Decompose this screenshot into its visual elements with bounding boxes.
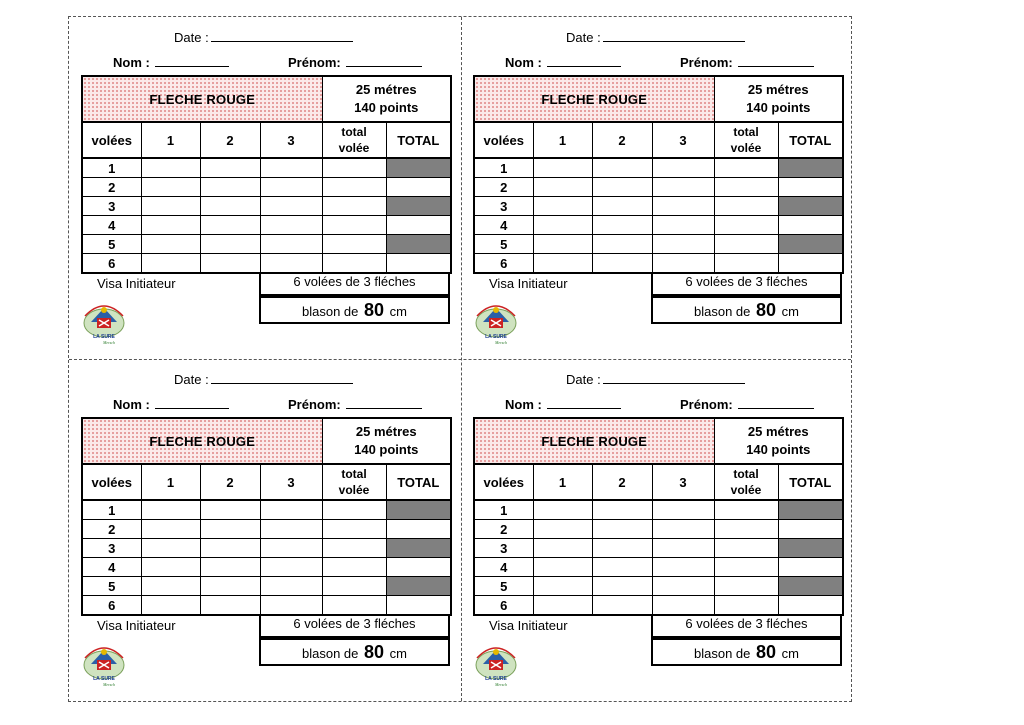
total-volee-cell[interactable] (322, 158, 386, 178)
arrow-score-cell[interactable] (592, 520, 652, 539)
total-volee-cell[interactable] (714, 558, 778, 577)
total-cell[interactable] (386, 254, 451, 274)
visa-initiateur: Visa Initiateur (97, 618, 176, 633)
arrow-score-cell[interactable] (260, 596, 322, 616)
distance-points (322, 76, 451, 122)
row-number: 3 (82, 539, 141, 558)
arrow-score-cell[interactable] (592, 178, 652, 197)
score-row (474, 520, 843, 539)
nom-label: Nom : (505, 55, 542, 70)
score-row (474, 254, 843, 274)
score-card (69, 359, 461, 701)
arrow-score-cell[interactable] (260, 500, 322, 520)
score-row (474, 235, 843, 254)
blason-unit: cm (781, 304, 799, 319)
total-cell[interactable] (778, 500, 843, 520)
total-cell[interactable] (386, 520, 451, 539)
total-cell[interactable] (778, 178, 843, 197)
score-table (81, 417, 452, 616)
row-number: 2 (82, 178, 141, 197)
total-volee-line1: total (733, 467, 759, 481)
score-row (474, 558, 843, 577)
arrow-score-cell[interactable] (260, 520, 322, 539)
visa-initiateur: Visa Initiateur (489, 618, 568, 633)
total-volee-cell[interactable] (714, 596, 778, 616)
prenom-blank[interactable] (738, 396, 814, 409)
arrow-score-cell[interactable] (200, 520, 260, 539)
distance-points (322, 418, 451, 464)
total-cell[interactable] (778, 520, 843, 539)
total-volee-cell[interactable] (322, 539, 386, 558)
col-header-total-volee (322, 464, 386, 500)
distance-points (714, 418, 843, 464)
arrow-score-cell[interactable] (592, 539, 652, 558)
arrow-score-cell[interactable] (141, 596, 200, 616)
col-header-total: TOTAL (778, 122, 843, 158)
prenom-blank[interactable] (346, 54, 422, 67)
col-header-2: 2 (592, 464, 652, 500)
total-cell[interactable] (386, 558, 451, 577)
total-cell[interactable] (778, 235, 843, 254)
total-cell[interactable] (778, 558, 843, 577)
col-header-3: 3 (260, 464, 322, 500)
row-number: 3 (474, 539, 533, 558)
total-volee-cell[interactable] (322, 235, 386, 254)
distance-label: 25 métres (747, 82, 809, 97)
points-label: 140 points (354, 442, 419, 457)
row-number: 5 (82, 235, 141, 254)
nom-label: Nom : (113, 397, 150, 412)
arrow-score-cell[interactable] (533, 197, 592, 216)
prenom-label: Prénom: (288, 55, 341, 70)
row-number: 3 (474, 197, 533, 216)
col-header-volees: volées (474, 464, 533, 500)
col-header-1: 1 (533, 464, 592, 500)
blason-prefix: blason de (301, 304, 359, 319)
date-blank[interactable] (603, 29, 745, 42)
total-volee-cell[interactable] (714, 577, 778, 596)
card-title: FLECHE ROUGE (474, 76, 714, 122)
arrow-score-cell[interactable] (141, 216, 200, 235)
arrow-score-cell[interactable] (141, 558, 200, 577)
arrow-score-cell[interactable] (141, 235, 200, 254)
archers-club-logo (79, 638, 129, 688)
date-field[interactable] (566, 371, 745, 387)
col-header-volees: volées (474, 122, 533, 158)
arrow-score-cell[interactable] (533, 235, 592, 254)
prenom-field[interactable] (680, 396, 814, 412)
total-cell[interactable] (778, 254, 843, 274)
arrow-score-cell[interactable] (533, 158, 592, 178)
total-cell[interactable] (386, 235, 451, 254)
total-volee-cell[interactable] (322, 558, 386, 577)
prenom-blank[interactable] (346, 396, 422, 409)
arrow-score-cell[interactable] (652, 596, 714, 616)
nom-field[interactable] (505, 54, 621, 70)
prenom-field[interactable] (680, 54, 814, 70)
score-row (82, 558, 451, 577)
total-volee-line1: total (733, 125, 759, 139)
prenom-label: Prénom: (288, 397, 341, 412)
blason-size: 80 (364, 642, 385, 662)
prenom-label: Prénom: (680, 397, 733, 412)
arrow-score-cell[interactable] (200, 235, 260, 254)
arrow-score-cell[interactable] (200, 178, 260, 197)
total-volee-cell[interactable] (322, 216, 386, 235)
total-volee-line1: total (341, 467, 367, 481)
total-cell[interactable] (778, 158, 843, 178)
col-header-total: TOTAL (778, 464, 843, 500)
arrow-score-cell[interactable] (652, 520, 714, 539)
arrow-score-cell[interactable] (652, 158, 714, 178)
total-volee-cell[interactable] (322, 577, 386, 596)
total-cell[interactable] (778, 197, 843, 216)
date-label: Date : (174, 30, 209, 45)
arrow-score-cell[interactable] (141, 520, 200, 539)
score-row (474, 500, 843, 520)
row-number: 1 (82, 158, 141, 178)
arrow-score-cell[interactable] (141, 577, 200, 596)
visa-initiateur: Visa Initiateur (97, 276, 176, 291)
total-cell[interactable] (386, 539, 451, 558)
arrow-score-cell[interactable] (592, 254, 652, 274)
arrow-score-cell[interactable] (200, 216, 260, 235)
prenom-field[interactable] (288, 396, 422, 412)
col-header-total: TOTAL (386, 122, 451, 158)
col-header-total: TOTAL (386, 464, 451, 500)
nom-field[interactable] (113, 396, 229, 412)
svg-text:Mersch: Mersch (103, 340, 115, 345)
score-row (82, 596, 451, 616)
score-card (461, 17, 853, 359)
distance-label: 25 métres (355, 424, 417, 439)
score-card (461, 359, 853, 701)
col-header-total-volee (322, 122, 386, 158)
card-title: FLECHE ROUGE (82, 76, 322, 122)
arrow-score-cell[interactable] (652, 577, 714, 596)
score-row (474, 178, 843, 197)
date-blank[interactable] (603, 371, 745, 384)
col-header-volees: volées (82, 464, 141, 500)
archers-club-logo (471, 296, 521, 346)
points-label: 140 points (746, 442, 811, 457)
arrow-score-cell[interactable] (200, 596, 260, 616)
nom-label: Nom : (113, 55, 150, 70)
col-header-1: 1 (141, 122, 200, 158)
arrow-score-cell[interactable] (260, 178, 322, 197)
arrow-score-cell[interactable] (592, 577, 652, 596)
total-volee-cell[interactable] (714, 197, 778, 216)
col-header-3: 3 (260, 122, 322, 158)
score-row (82, 216, 451, 235)
archers-club-logo (471, 638, 521, 688)
row-number: 6 (82, 596, 141, 616)
row-number: 6 (82, 254, 141, 274)
score-table (81, 75, 452, 274)
blason-info (259, 638, 450, 666)
arrow-score-cell[interactable] (592, 216, 652, 235)
card-title: FLECHE ROUGE (474, 418, 714, 464)
col-header-2: 2 (200, 122, 260, 158)
arrow-score-cell[interactable] (652, 558, 714, 577)
total-cell[interactable] (386, 596, 451, 616)
score-row (82, 500, 451, 520)
arrow-score-cell[interactable] (200, 539, 260, 558)
points-label: 140 points (354, 100, 419, 115)
arrow-score-cell[interactable] (533, 596, 592, 616)
nom-field[interactable] (505, 396, 621, 412)
nom-blank[interactable] (547, 396, 621, 409)
arrow-score-cell[interactable] (141, 178, 200, 197)
arrow-score-cell[interactable] (200, 558, 260, 577)
volees-info: 6 volées de 3 fléches (259, 614, 450, 638)
date-field[interactable] (174, 29, 353, 45)
total-volee-cell[interactable] (322, 254, 386, 274)
date-blank[interactable] (211, 29, 353, 42)
arrow-score-cell[interactable] (260, 539, 322, 558)
score-row (82, 539, 451, 558)
total-volee-cell[interactable] (322, 500, 386, 520)
date-label: Date : (566, 30, 601, 45)
total-cell[interactable] (386, 577, 451, 596)
score-row (82, 158, 451, 178)
col-header-3: 3 (652, 122, 714, 158)
arrow-score-cell[interactable] (141, 500, 200, 520)
blason-info (651, 296, 842, 324)
total-volee-cell[interactable] (322, 178, 386, 197)
arrow-score-cell[interactable] (533, 500, 592, 520)
date-label: Date : (174, 372, 209, 387)
row-number: 3 (82, 197, 141, 216)
col-header-2: 2 (200, 464, 260, 500)
score-table (473, 75, 844, 274)
total-volee-line2: volée (338, 141, 370, 155)
nom-field[interactable] (113, 54, 229, 70)
row-number: 1 (474, 500, 533, 520)
blason-unit: cm (389, 304, 407, 319)
arrow-score-cell[interactable] (592, 235, 652, 254)
score-row (474, 596, 843, 616)
score-card (69, 17, 461, 359)
arrow-score-cell[interactable] (141, 539, 200, 558)
distance-label: 25 métres (355, 82, 417, 97)
row-number: 5 (82, 577, 141, 596)
blason-unit: cm (389, 646, 407, 661)
svg-text:LA SURE: LA SURE (485, 334, 507, 340)
col-header-total-volee (714, 464, 778, 500)
arrow-score-cell[interactable] (533, 254, 592, 274)
col-header-total-volee (714, 122, 778, 158)
arrow-score-cell[interactable] (260, 577, 322, 596)
row-number: 6 (474, 596, 533, 616)
row-number: 2 (474, 178, 533, 197)
score-sheet (68, 16, 852, 702)
volees-info: 6 volées de 3 fléches (259, 272, 450, 296)
svg-text:Mersch: Mersch (103, 682, 115, 687)
total-cell[interactable] (778, 539, 843, 558)
arrow-score-cell[interactable] (592, 197, 652, 216)
arrow-score-cell[interactable] (533, 178, 592, 197)
volees-info: 6 volées de 3 fléches (651, 272, 842, 296)
row-number: 1 (82, 500, 141, 520)
total-volee-cell[interactable] (714, 520, 778, 539)
nom-blank[interactable] (155, 396, 229, 409)
svg-text:LA SURE: LA SURE (485, 676, 507, 682)
total-cell[interactable] (386, 197, 451, 216)
svg-text:LA SURE: LA SURE (93, 334, 115, 340)
blason-prefix: blason de (301, 646, 359, 661)
arrow-score-cell[interactable] (260, 254, 322, 274)
arrow-score-cell[interactable] (533, 539, 592, 558)
blason-size: 80 (364, 300, 385, 320)
arrow-score-cell[interactable] (652, 197, 714, 216)
blason-size: 80 (756, 642, 777, 662)
prenom-blank[interactable] (738, 54, 814, 67)
score-row (82, 577, 451, 596)
col-header-2: 2 (592, 122, 652, 158)
total-cell[interactable] (386, 158, 451, 178)
total-volee-line2: volée (338, 483, 370, 497)
total-cell[interactable] (386, 178, 451, 197)
arrow-score-cell[interactable] (200, 577, 260, 596)
total-volee-cell[interactable] (714, 158, 778, 178)
total-cell[interactable] (386, 216, 451, 235)
volees-info: 6 volées de 3 fléches (651, 614, 842, 638)
row-number: 2 (474, 520, 533, 539)
row-number: 4 (474, 216, 533, 235)
arrow-score-cell[interactable] (652, 254, 714, 274)
arrow-score-cell[interactable] (533, 216, 592, 235)
arrow-score-cell[interactable] (141, 158, 200, 178)
row-number: 4 (82, 558, 141, 577)
blason-prefix: blason de (693, 646, 751, 661)
score-row (474, 197, 843, 216)
total-volee-cell[interactable] (322, 596, 386, 616)
arrow-score-cell[interactable] (592, 158, 652, 178)
nom-label: Nom : (505, 397, 542, 412)
svg-text:LA SURE: LA SURE (93, 676, 115, 682)
svg-text:Mersch: Mersch (495, 682, 507, 687)
score-row (82, 197, 451, 216)
arrow-score-cell[interactable] (260, 235, 322, 254)
score-row (474, 158, 843, 178)
arrow-score-cell[interactable] (200, 500, 260, 520)
arrow-score-cell[interactable] (200, 158, 260, 178)
arrow-score-cell[interactable] (200, 197, 260, 216)
score-row (82, 254, 451, 274)
arrow-score-cell[interactable] (260, 158, 322, 178)
prenom-field[interactable] (288, 54, 422, 70)
arrow-score-cell[interactable] (260, 197, 322, 216)
score-row (82, 178, 451, 197)
arrow-score-cell[interactable] (533, 558, 592, 577)
arrow-score-cell[interactable] (652, 500, 714, 520)
score-row (474, 577, 843, 596)
blason-prefix: blason de (693, 304, 751, 319)
score-row (474, 539, 843, 558)
total-volee-line2: volée (730, 483, 762, 497)
row-number: 2 (82, 520, 141, 539)
arrow-score-cell[interactable] (592, 558, 652, 577)
card-title: FLECHE ROUGE (82, 418, 322, 464)
arrow-score-cell[interactable] (260, 558, 322, 577)
arrow-score-cell[interactable] (260, 216, 322, 235)
total-volee-line2: volée (730, 141, 762, 155)
date-field[interactable] (566, 29, 745, 45)
total-cell[interactable] (778, 596, 843, 616)
date-field[interactable] (174, 371, 353, 387)
total-volee-cell[interactable] (714, 254, 778, 274)
score-row (82, 520, 451, 539)
row-number: 5 (474, 235, 533, 254)
arrow-score-cell[interactable] (652, 178, 714, 197)
col-header-3: 3 (652, 464, 714, 500)
archers-club-logo (79, 296, 129, 346)
total-volee-cell[interactable] (714, 178, 778, 197)
total-volee-cell[interactable] (714, 539, 778, 558)
distance-points (714, 76, 843, 122)
col-header-volees: volées (82, 122, 141, 158)
total-cell[interactable] (778, 577, 843, 596)
row-number: 5 (474, 577, 533, 596)
arrow-score-cell[interactable] (533, 520, 592, 539)
arrow-score-cell[interactable] (141, 254, 200, 274)
col-header-1: 1 (533, 122, 592, 158)
arrow-score-cell[interactable] (652, 235, 714, 254)
total-volee-line1: total (341, 125, 367, 139)
row-number: 6 (474, 254, 533, 274)
arrow-score-cell[interactable] (592, 500, 652, 520)
score-row (82, 235, 451, 254)
score-row (474, 216, 843, 235)
blason-info (651, 638, 842, 666)
distance-label: 25 métres (747, 424, 809, 439)
blason-unit: cm (781, 646, 799, 661)
arrow-score-cell[interactable] (200, 254, 260, 274)
total-volee-cell[interactable] (322, 197, 386, 216)
total-cell[interactable] (778, 216, 843, 235)
visa-initiateur: Visa Initiateur (489, 276, 568, 291)
row-number: 4 (474, 558, 533, 577)
points-label: 140 points (746, 100, 811, 115)
row-number: 1 (474, 158, 533, 178)
svg-text:Mersch: Mersch (495, 340, 507, 345)
nom-blank[interactable] (155, 54, 229, 67)
score-table (473, 417, 844, 616)
arrow-score-cell[interactable] (652, 539, 714, 558)
col-header-1: 1 (141, 464, 200, 500)
total-volee-cell[interactable] (714, 216, 778, 235)
date-blank[interactable] (211, 371, 353, 384)
prenom-label: Prénom: (680, 55, 733, 70)
total-volee-cell[interactable] (714, 235, 778, 254)
total-volee-cell[interactable] (714, 500, 778, 520)
row-number: 4 (82, 216, 141, 235)
total-cell[interactable] (386, 500, 451, 520)
blason-info (259, 296, 450, 324)
date-label: Date : (566, 372, 601, 387)
arrow-score-cell[interactable] (652, 216, 714, 235)
total-volee-cell[interactable] (322, 520, 386, 539)
arrow-score-cell[interactable] (592, 596, 652, 616)
nom-blank[interactable] (547, 54, 621, 67)
blason-size: 80 (756, 300, 777, 320)
arrow-score-cell[interactable] (533, 577, 592, 596)
arrow-score-cell[interactable] (141, 197, 200, 216)
